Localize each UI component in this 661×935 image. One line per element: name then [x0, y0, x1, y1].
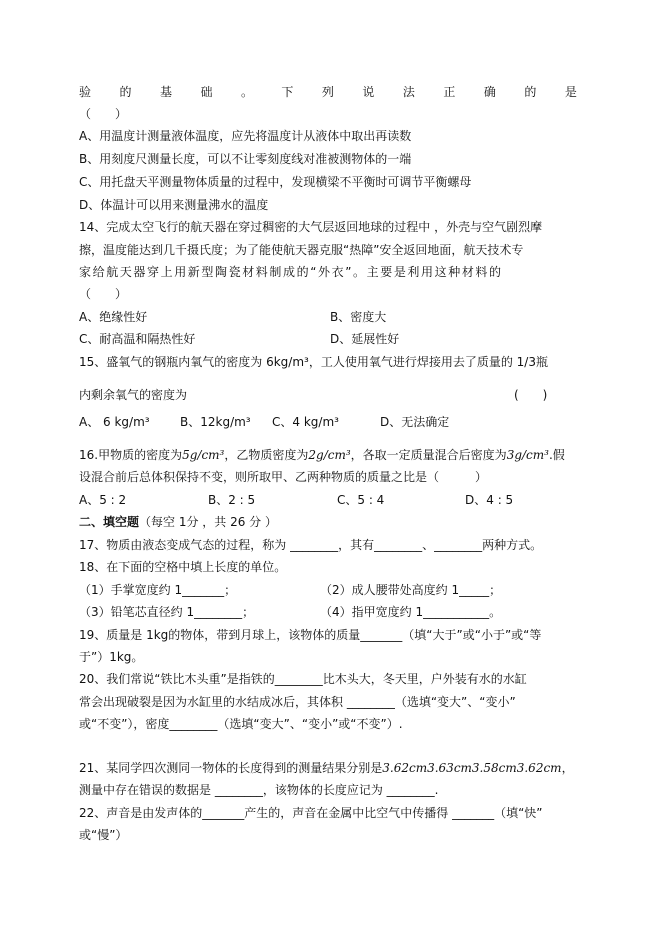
q14-option-b: B、密度大: [330, 310, 387, 324]
q15-line1: 15、盛氧气的钢瓶内氧气的密度为 6kg/m³，工人使用氧气进行焊接用去了质量的 1/3瓶: [79, 355, 548, 369]
q13-option-a: A、用温度计测量液体温度，应先将温度计从液体中取出再读数: [79, 129, 412, 143]
q16-prefix: 16.甲物质的密度为: [79, 448, 183, 462]
q22-line1: 22、声音是由发声体的_______产生的，声音在金属中比空气中传播得 _______（填“快”: [79, 806, 543, 820]
q13-char: 的: [119, 85, 132, 99]
q13-char: 列: [321, 85, 334, 99]
q19-line1: 19、质量是 1kg的物体，带到月球上，该物体的质量_______（填“大于”或“小于”或“等: [79, 628, 542, 642]
q21-line2: 测量中存在错误的数据是 ________，该物体的长度应记为 ________.: [79, 783, 439, 797]
q18-item-3: （3）铅笔芯直径约 1________；: [79, 605, 255, 619]
q13-char: 验: [79, 85, 92, 99]
q16-suffix: .假: [548, 448, 565, 462]
q13-char: 说: [362, 85, 375, 99]
q13-char: 基: [159, 85, 172, 99]
q15-option-a: A、 6 kg/m³: [79, 415, 150, 429]
q21-suffix: ，: [561, 761, 574, 775]
q15-answer-paren: ( ): [514, 388, 548, 402]
q13-char: 是: [564, 85, 577, 99]
q16-mid: ，乙物质密度为: [224, 448, 309, 462]
q13-char: 的: [524, 85, 537, 99]
q15-line2: 内剩余氧气的密度为: [79, 388, 188, 402]
q16-line1: [79, 447, 565, 463]
q16-option-a: A、5 : 2: [79, 493, 127, 507]
q21-line1: [79, 760, 574, 776]
section-heading: [79, 514, 277, 530]
q16-mid2: ，各取一定质量混合后密度为: [350, 448, 507, 462]
q13-char: 础: [200, 85, 213, 99]
q13-char: 。: [240, 85, 253, 99]
q17: 17、物质由液态变成气态的过程，称为 ________，其有________、________两种方式。: [79, 538, 543, 552]
q18-item-1: （1）手掌宽度约 1_______；: [79, 583, 237, 597]
q16-density-mix: 3g/cm³: [506, 448, 549, 462]
q14-line2: 擦，温度能达到几千摄氏度；为了能使航天器克服“热障”安全返回地面，航天技术专: [79, 243, 524, 257]
q14-line1: 14、完成太空飞行的航天器在穿过稠密的大气层返回地球的过程中 ，外壳与空气剧烈摩: [79, 220, 543, 234]
q13-char: 下: [281, 85, 294, 99]
q13-char: 确: [483, 85, 496, 99]
q18-item-4: （4）指甲宽度约 1___________。: [320, 605, 502, 619]
q14-option-d: D、延展性好: [330, 332, 400, 346]
q20-line2: 常会出现破裂是因为水缸里的水结成冰后，其体积 ________（选填“变大”、“变小”: [79, 695, 516, 709]
q20-line3: 或“不变”），密度________（选填“变大”、“变小”或“不变”）.: [79, 717, 403, 731]
q18-stem: 18、在下面的空格中填上长度的单位。: [79, 560, 287, 574]
q13-option-b: B、用刻度尺测量长度，可以不让零刻度线对准被测物体的一端: [79, 152, 412, 166]
q14-option-c: C、耐高温和隔热性好: [79, 332, 196, 346]
q20-line1: 20、我们常说“铁比木头重”是指铁的________比木头大，冬天里，户外装有水的水缸: [79, 672, 527, 686]
q15-option-b: B、12kg/m³: [180, 415, 251, 429]
q22-line2: 或“慢”）: [79, 828, 128, 842]
q19-line2: 于”）1kg。: [79, 650, 144, 664]
q16-density-a: 5g/cm³: [182, 448, 225, 462]
q16-option-b: B、2 : 5: [208, 493, 256, 507]
q14-answer-paren: （ ）: [79, 287, 128, 301]
q14-option-a: A、绝缘性好: [79, 310, 148, 324]
q21-values: 3.62cm3.63cm3.58cm3.62cm: [382, 761, 562, 775]
section-title: 二、填空题: [79, 515, 140, 529]
q16-line2: 设混合前后总体积保持不变，则所取甲、乙两种物质的质量之比是（ ）: [79, 470, 488, 484]
q15-option-c: C、4 kg/m³: [272, 415, 339, 429]
q18-item-2: （2）成人腰带处高度约 1_____；: [320, 583, 502, 597]
q16-option-d: D、4 : 5: [465, 493, 514, 507]
q13-option-c: C、用托盘天平测量物体质量的过程中，发现横梁不平衡时可调节平衡螺母: [79, 175, 472, 189]
q15-option-d: D、无法确定: [380, 415, 450, 429]
q13-stem-tail: [79, 84, 577, 100]
q16-option-c: C、5 : 4: [337, 493, 385, 507]
q13-char: 法: [402, 85, 415, 99]
q16-density-b: 2g/cm³: [308, 448, 351, 462]
q14-line3: 家给航天器穿上用新型陶瓷材料制成的“外衣”。主要是利用这种材料的: [79, 265, 503, 279]
q13-option-d: D、体温计可以用来测量沸水的温度: [79, 198, 269, 212]
q13-char: 正: [443, 85, 456, 99]
section-note: （每空 1分 ，共 26 分 ）: [139, 515, 277, 529]
q13-answer-paren: （ ）: [79, 107, 128, 121]
q21-prefix: 21、某同学四次测同一物体的长度得到的测量结果分别是: [79, 761, 383, 775]
